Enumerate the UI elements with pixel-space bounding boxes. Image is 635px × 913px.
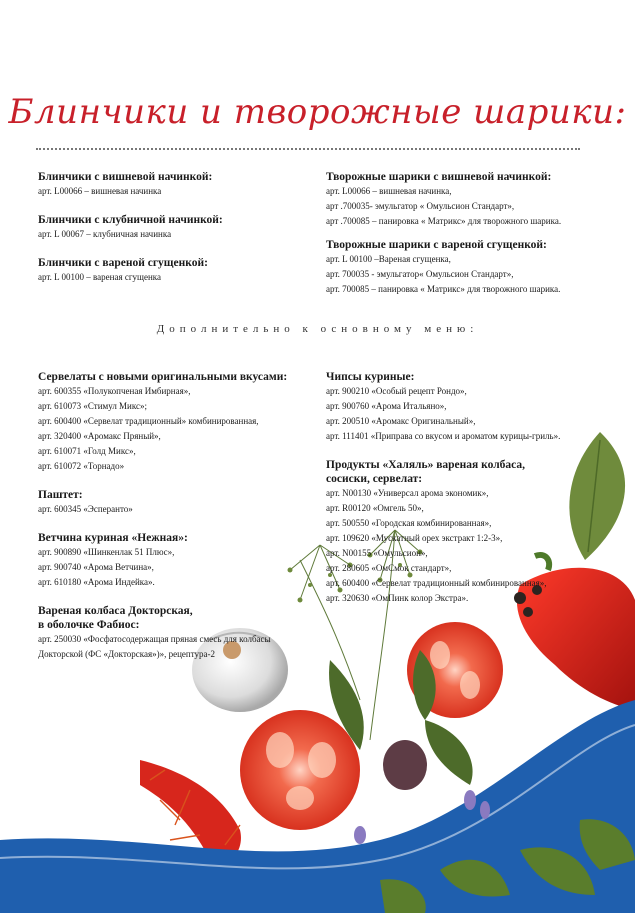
article-line: арт. 900210 «Особый рецепт Рондо», [326,386,467,396]
additional-menu-subtitle: Дополнительно к основному меню: [156,323,479,335]
additional-right-column [326,370,626,606]
section-heading: Блинчики с вишневой начинкой: [38,171,213,183]
article-line: арт .700035- эмульгатор « Омульсион Стандарт», [326,201,515,211]
additional-left-column [38,370,323,662]
article-line: арт. 250030 «Фосфатосодержащая пряная смесь для колбасы [38,634,271,644]
article-line: арт. 900760 «Арома Итальяно», [326,401,447,411]
article-line: арт. N00155 «Омульсион», [326,548,428,558]
chipsy-group [326,370,626,444]
section-heading: Творожные шарики с вареной сгущенкой: [326,239,547,251]
article-line: арт. 600345 «Эсперанто» [38,504,133,514]
onion-icon [383,740,427,790]
section-heading: Творожные шарики с вишневой начинкой: [326,171,552,183]
section-heading: Блинчики с вареной сгущенкой: [38,257,208,269]
section-heading: Вареная колбаса Докторская, [38,605,193,617]
article-line: арт. L00066 – вишневая начинка, [326,186,452,196]
article-line: арт. 610180 «Арома Индейка». [38,577,155,587]
article-line: арт. 200510 «Аромакс Оригинальный», [326,416,476,426]
article-line: арт. 610072 «Торнадо» [38,461,125,471]
article-line: арт. 320630 «ОмПинк колор Экстра». [326,593,469,603]
article-line: арт. 280605 «ОмСмок стандарт», [326,563,452,573]
article-line: арт. R00120 «Омгель 50», [326,503,424,513]
shariki-group-2 [326,238,626,297]
article-line: арт. 500550 «Городская комбинированная», [326,518,492,528]
section-heading: Ветчина куриная «Нежная»: [38,532,188,544]
article-line: арт. 700085 – панировка « Матрикс» для творожного шарика. [326,284,561,294]
servelat-group [38,370,323,474]
article-line: арт. 610071 «Голд Микс», [38,446,136,456]
article-line: арт. 900740 «Арома Ветчина», [38,562,154,572]
article-line: арт. N00130 «Универсал арома экономик», [326,488,489,498]
blini-group-1 [38,170,308,199]
article-line: Докторской (ФС «Докторская»)», рецептура-2 [38,649,216,659]
article-line: арт. 109620 «Мускатный орех экстракт 1:2-3», [326,533,503,543]
article-line: арт. L 00100 – вареная сгущенка [38,272,162,282]
section-heading: сосиски, сервелат: [326,473,423,485]
blini-group-2 [38,213,308,242]
article-line: арт .700085 – панировка « Матрикс» для творожного шарика. [326,216,562,226]
large-tomato-slice-icon [240,710,360,830]
halal-group [326,458,626,606]
article-line: арт. 111401 «Приправа со вкусом и ароматом курицы-гриль». [326,431,561,441]
shariki-column [326,170,626,297]
article-line: арт. L 00067 – клубничная начинка [38,229,172,239]
section-heading: в оболочке Фабиос: [38,619,140,631]
section-heading: Сервелаты с новыми оригинальными вкусами: [38,371,288,383]
article-line: арт. 600355 «Полукопченая Имбирная», [38,386,191,396]
article-line: арт. 600400 «Сервелат традиционный комбинированная», [326,578,547,588]
article-line: арт. 700035 - эмульгатор« Омульсион Стандарт», [326,269,514,279]
section-heading: Паштет: [38,489,83,501]
vetchina-group [38,531,323,590]
article-line: арт. L 00100 –Вареная сгущенка, [326,254,451,264]
section-heading: Продукты «Халяль» вареная колбаса, [326,459,526,471]
doktorskaya-group [38,604,323,662]
blini-group-3 [38,256,308,285]
article-line: арт. L00066 – вишневая начинка [38,186,162,196]
section-heading: Чипсы куриные: [326,371,415,383]
page-title: Блинчики и творожные шарики: [8,92,627,132]
article-line: арт. 320400 «Аромакс Пряный», [38,431,161,441]
pashtet-group [38,488,323,517]
blini-column [38,170,308,285]
section-heading: Блинчики с клубничной начинкой: [38,214,223,226]
article-line: арт. 900890 «Шинкенлак 51 Плюс», [38,547,175,557]
article-line: арт. 600400 «Сервелат традиционный» комбинированная, [38,416,259,426]
article-line: арт. 610073 «Стимул Микс»; [38,401,148,411]
shariki-group-1 [326,170,626,229]
